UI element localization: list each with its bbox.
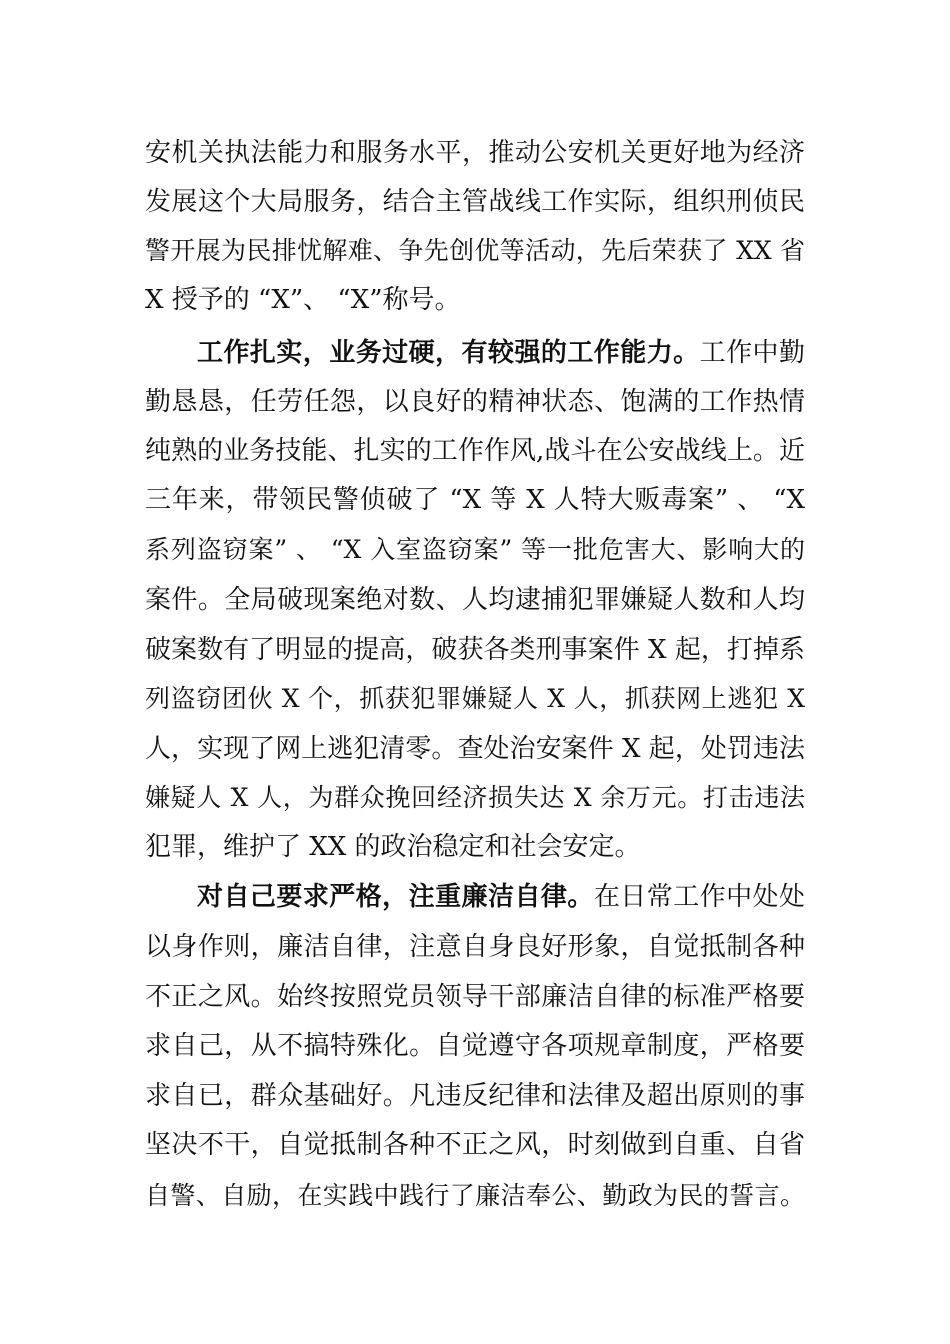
text-line: 求自已，群众基础好。凡违反纪律和法律及超出原则的事: [145, 1081, 805, 1111]
text-line: 犯罪，维护了 XX 的政治稳定和社会安定。: [145, 832, 641, 862]
text-line: 纯熟的业务技能、扎实的工作作风,战斗在公安战线上。近: [145, 436, 805, 466]
paragraph-first-line: [197, 877, 805, 917]
text-line: 警开展为民排忧解难、争先创优等活动，先后荣获了 XX 省: [145, 236, 805, 265]
text-line: 坚决不干，自觉抵制各种不正之风，时刻做到自重、自省: [145, 1130, 805, 1160]
paragraph-text: 在日常工作中处处: [593, 882, 805, 912]
text-line: 安机关执法能力和服务水平，推动公安机关更好地为经济: [145, 138, 805, 168]
text-line: 发展这个大局服务，结合主管战线工作实际，组织刑侦民: [145, 187, 805, 217]
text-line: 案件。全局破现案绝对数、人均逮捕犯罪嫌疑人数和人均: [145, 585, 805, 615]
text-line: 嫌疑人 X 人，为群众挽回经济损失达 X 余万元。打击违法: [145, 783, 805, 812]
paragraph-heading: 对自己要求严格，注重廉洁自律。: [197, 882, 594, 912]
text-line: X 授予的 “X”、 “X”称号。: [145, 285, 461, 315]
text-line: 列盗窃团伙 X 个，抓获犯罪嫌疑人 X 人，抓获网上逃犯 X: [145, 684, 805, 713]
text-line: 勤恳恳，任劳任怨，以良好的精神状态、饱满的工作热情: [145, 387, 805, 417]
paragraph-text: 工作中勤: [699, 338, 805, 368]
text-line: 以身作则，廉洁自律，注意自身良好形象，自觉抵制各种: [145, 932, 805, 962]
text-line: 人，实现了网上逃犯清零。查处治安案件 X 起，处罚违法: [145, 734, 805, 764]
paragraph-first-line: [197, 333, 805, 373]
text-line: 求自己，从不搞特殊化。自觉遵守各项规章制度，严格要: [145, 1031, 805, 1061]
text-line: 破案数有了明显的提高，破获各类刑事案件 X 起，打掉系: [145, 635, 805, 665]
text-line: 自警、自励，在实践中践行了廉洁奉公、勤政为民的誓言。: [145, 1181, 805, 1210]
text-line: 不正之风。始终按照党员领导干部廉洁自律的标准严格要: [145, 982, 805, 1012]
text-line: 系列盗窃案” 、 “X 入室盗窃案” 等一批危害大、影响大的: [145, 535, 805, 564]
text-line: 三年来，带领民警侦破了 “X 等 X 人特大贩毒案” 、 “X: [145, 485, 805, 515]
paragraph-heading: 工作扎实，业务过硬，有较强的工作能力。: [197, 338, 700, 368]
